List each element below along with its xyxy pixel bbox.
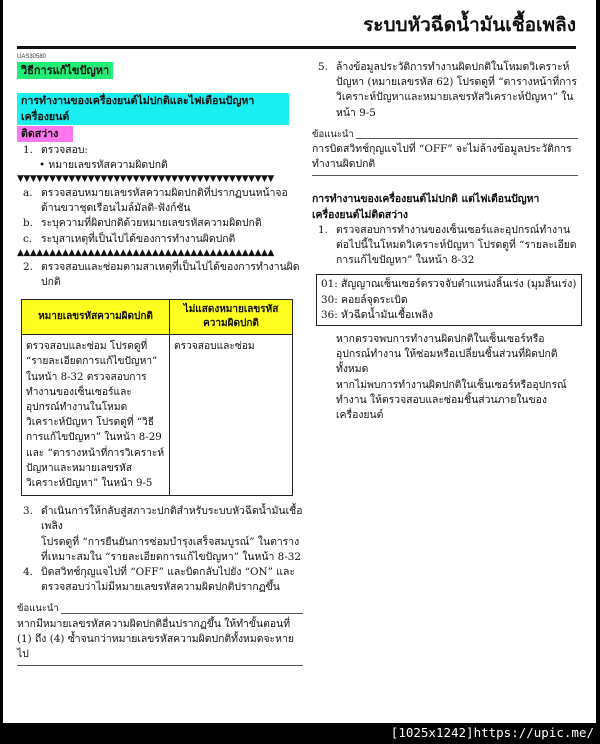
right-column xyxy=(312,60,578,423)
paragraph-no-malfunction: หากไม่พบการทำงานผิดปกติในเซ็นเซอร์หรืออุปกรณ์ทำงาน ให้ตรวจสอบและซ่อมชิ้นส่วนภายในของเครื่องยนต์ xyxy=(336,378,567,422)
step-number: 1. xyxy=(318,223,328,236)
page-header-title: ระบบหัวฉีดน้ำมันเชื้อเพลิง xyxy=(363,15,576,36)
step-number: 1. xyxy=(23,143,33,156)
diagnostic-code-30: 30: คอยล์จุดระเบิด xyxy=(321,293,408,306)
step-body xyxy=(41,504,303,565)
watermark-text: [1025x1242]https://upic.me/ xyxy=(390,725,594,740)
substep-b xyxy=(17,216,303,231)
table-header-with-code: หมายเลขรหัสความผิดปกติ xyxy=(22,300,170,335)
paragraph-malfunction-found: หากตรวจพบการทำงานผิดปกติในเซ็นเซอร์หรืออุปกรณ์ทำงาน ให้ซ่อมหรือเปลี่ยนชิ้นส่วนที่ผิดปกติทั้งหมด xyxy=(336,333,558,376)
step-text: ตรวจสอบการทำงานของเซ็นเซอร์และอุปกรณ์ทำงานต่อไปนี้ในโหมดวิเคราะห์ปัญหา โปรดดูที่ “รายละเอียดการแก้ไขปัญหา” ในหน้า 8-32 xyxy=(336,223,577,267)
section2-title: การทำงานของเครื่องยนต์ไม่ปกติ แต่ไฟเตือนปัญหาเครื่องยนต์ไม่ติดสว่าง xyxy=(312,193,540,221)
manual-page xyxy=(3,0,596,723)
step-1-sensors xyxy=(312,223,578,269)
left-column xyxy=(17,53,303,666)
note-rule xyxy=(356,138,578,139)
note-end-rule xyxy=(312,172,578,176)
substep-a xyxy=(17,186,303,216)
step-number: 5. xyxy=(318,61,328,73)
step-1 xyxy=(17,143,303,158)
substep-text: ตรวจสอบหมายเลขรหัสความผิดปกติที่ปรากฏบนหน้าจอด้านขวาชุดเรือนไมล์มัลติ-ฟังก์ชัน xyxy=(41,187,288,215)
step-1-bullet: • หมายเลขรหัสความผิดปกติ xyxy=(39,158,168,171)
step-text: ตรวจสอบและซ่อมตามสาเหตุที่เป็นไปได้ของการทำงานผิดปกติ xyxy=(41,260,300,289)
diagnostic-codes-box xyxy=(316,274,582,326)
triangle-up-divider: ▲▲▲▲▲▲▲▲▲▲▲▲▲▲▲▲▲▲▲▲▲▲▲▲▲▲▲▲▲▲▲▲▲▲▲▲▲▲▲▲ xyxy=(17,247,274,258)
step-detail: โปรดดูที่ “การยืนยันการซ่อมบำรุงเสร็จสมบูรณ์” ในตารางที่เหมาะสมใน “รายละเอียดการแก้ไขปัญหา” ในหน้า 8-32 xyxy=(41,535,301,563)
note-rule xyxy=(61,613,303,614)
step-text: บิดสวิทช์กุญแจไปที่ “OFF” และบิดกลับไปยัง “ON” และตรวจสอบว่าไม่มีหมายเลขรหัสความผิดปกติปรากฏขึ้น xyxy=(41,566,295,594)
note-text: หากมีหมายเลขรหัสความผิดปกติอื่นปรากฏขึ้น ให้ทำขั้นตอนที่ (1) ถึง (4) ซ้ำจนกว่าหมายเลขรหัสความผิดปกติทั้งหมดจะหายไป xyxy=(17,617,294,661)
table-header-no-code: ไม่แสดงหมายเลขรหัสความผิดปกติ xyxy=(170,300,293,335)
table-cell-no-code: ตรวจสอบและซ่อม xyxy=(170,335,293,496)
subsection-title-line2: ติดสว่าง xyxy=(17,126,73,142)
note-heading xyxy=(17,601,303,616)
diagnostic-code-36: 36: หัวฉีดน้ำมันเชื้อเพลิง xyxy=(321,308,434,321)
substep-text: ระบุความที่ผิดปกติด้วยหมายเลขรหัสความผิดปกติ xyxy=(41,217,262,230)
subsection-title-line1: การทำงานของเครื่องยนต์ไม่ปกติและไฟเตือนปัญหาเครื่องยนต์ xyxy=(17,93,289,125)
step-number: 3. xyxy=(23,505,33,518)
diagnostic-code-01: 01: สัญญาณเซ็นเซอร์ตรวจจับตำแหน่งลิ้นเร่ง (มุมลิ้นเร่ง) xyxy=(321,278,577,291)
table-row xyxy=(22,335,293,496)
substep-label: a. xyxy=(23,187,33,200)
note-label: ข้อแนะนำ xyxy=(312,128,354,140)
triangle-down-divider: ▼▼▼▼▼▼▼▼▼▼▼▼▼▼▼▼▼▼▼▼▼▼▼▼▼▼▼▼▼▼▼▼▼▼▼▼▼▼▼▼ xyxy=(17,174,274,185)
table-cell-with-code: ตรวจสอบและซ่อม โปรดดูที่ “รายละเอียดการแก้ไขปัญหา” ในหน้า 8-32 ตรวจสอบการทำงานของเซ็นเซอร์และอุปกรณ์ทำงานในโหมดวิเคราะห์ปัญหา โปรดดูที่ “วิธีการแก้ไขปัญหา” ในหน้า 8-29 และ “ตารางหน้าที่การวิเคราะห์ปัญหาและหมายเลขรหัสวิเคราะห์ปัญหา” ในหน้า 9-5 xyxy=(22,335,170,496)
substep-label: b. xyxy=(23,217,33,230)
substep-c xyxy=(17,232,303,247)
header-divider xyxy=(17,46,576,49)
substep-label: c. xyxy=(23,232,33,245)
note-end-rule xyxy=(17,662,303,666)
doc-code: UAS30580 xyxy=(17,54,47,60)
note-label: ข้อแนะนำ xyxy=(17,603,59,615)
step-4 xyxy=(17,565,303,595)
step-number: 4. xyxy=(23,566,33,579)
note-heading xyxy=(312,127,578,142)
step-2 xyxy=(17,260,303,290)
step-text: ดำเนินการให้กลับสู่สภาวะปกติสำหรับระบบหัวฉีดน้ำมันเชื้อเพลิง xyxy=(41,505,303,533)
note-text: การบิดสวิทช์กุญแจไปที่ “OFF” จะไม่ล้างข้อมูลประวัติการทำงานผิดปกติ xyxy=(312,143,572,171)
substep-text: ระบุสาเหตุที่เป็นไปได้ของการทำงานผิดปกติ xyxy=(41,232,236,245)
step-3 xyxy=(17,504,303,565)
section-title: วิธีการแก้ไขปัญหา xyxy=(17,62,113,79)
step-5 xyxy=(312,60,578,121)
step-text: ตรวจสอบ: xyxy=(41,143,88,156)
step-number: 2. xyxy=(23,260,33,273)
step-text: ล้างข้อมูลประวัติการทำงานผิดปกติในโหมดวิเคราะห์ปัญหา (หมายเลขรหัส 62) โปรดดูที่ “ตารางหน้าที่การวิเคราะห์ปัญหาและหมายเลขรหัสวิเคราะห์ปัญหา” ในหน้า 9-5 xyxy=(336,61,577,119)
cause-table xyxy=(21,299,293,496)
